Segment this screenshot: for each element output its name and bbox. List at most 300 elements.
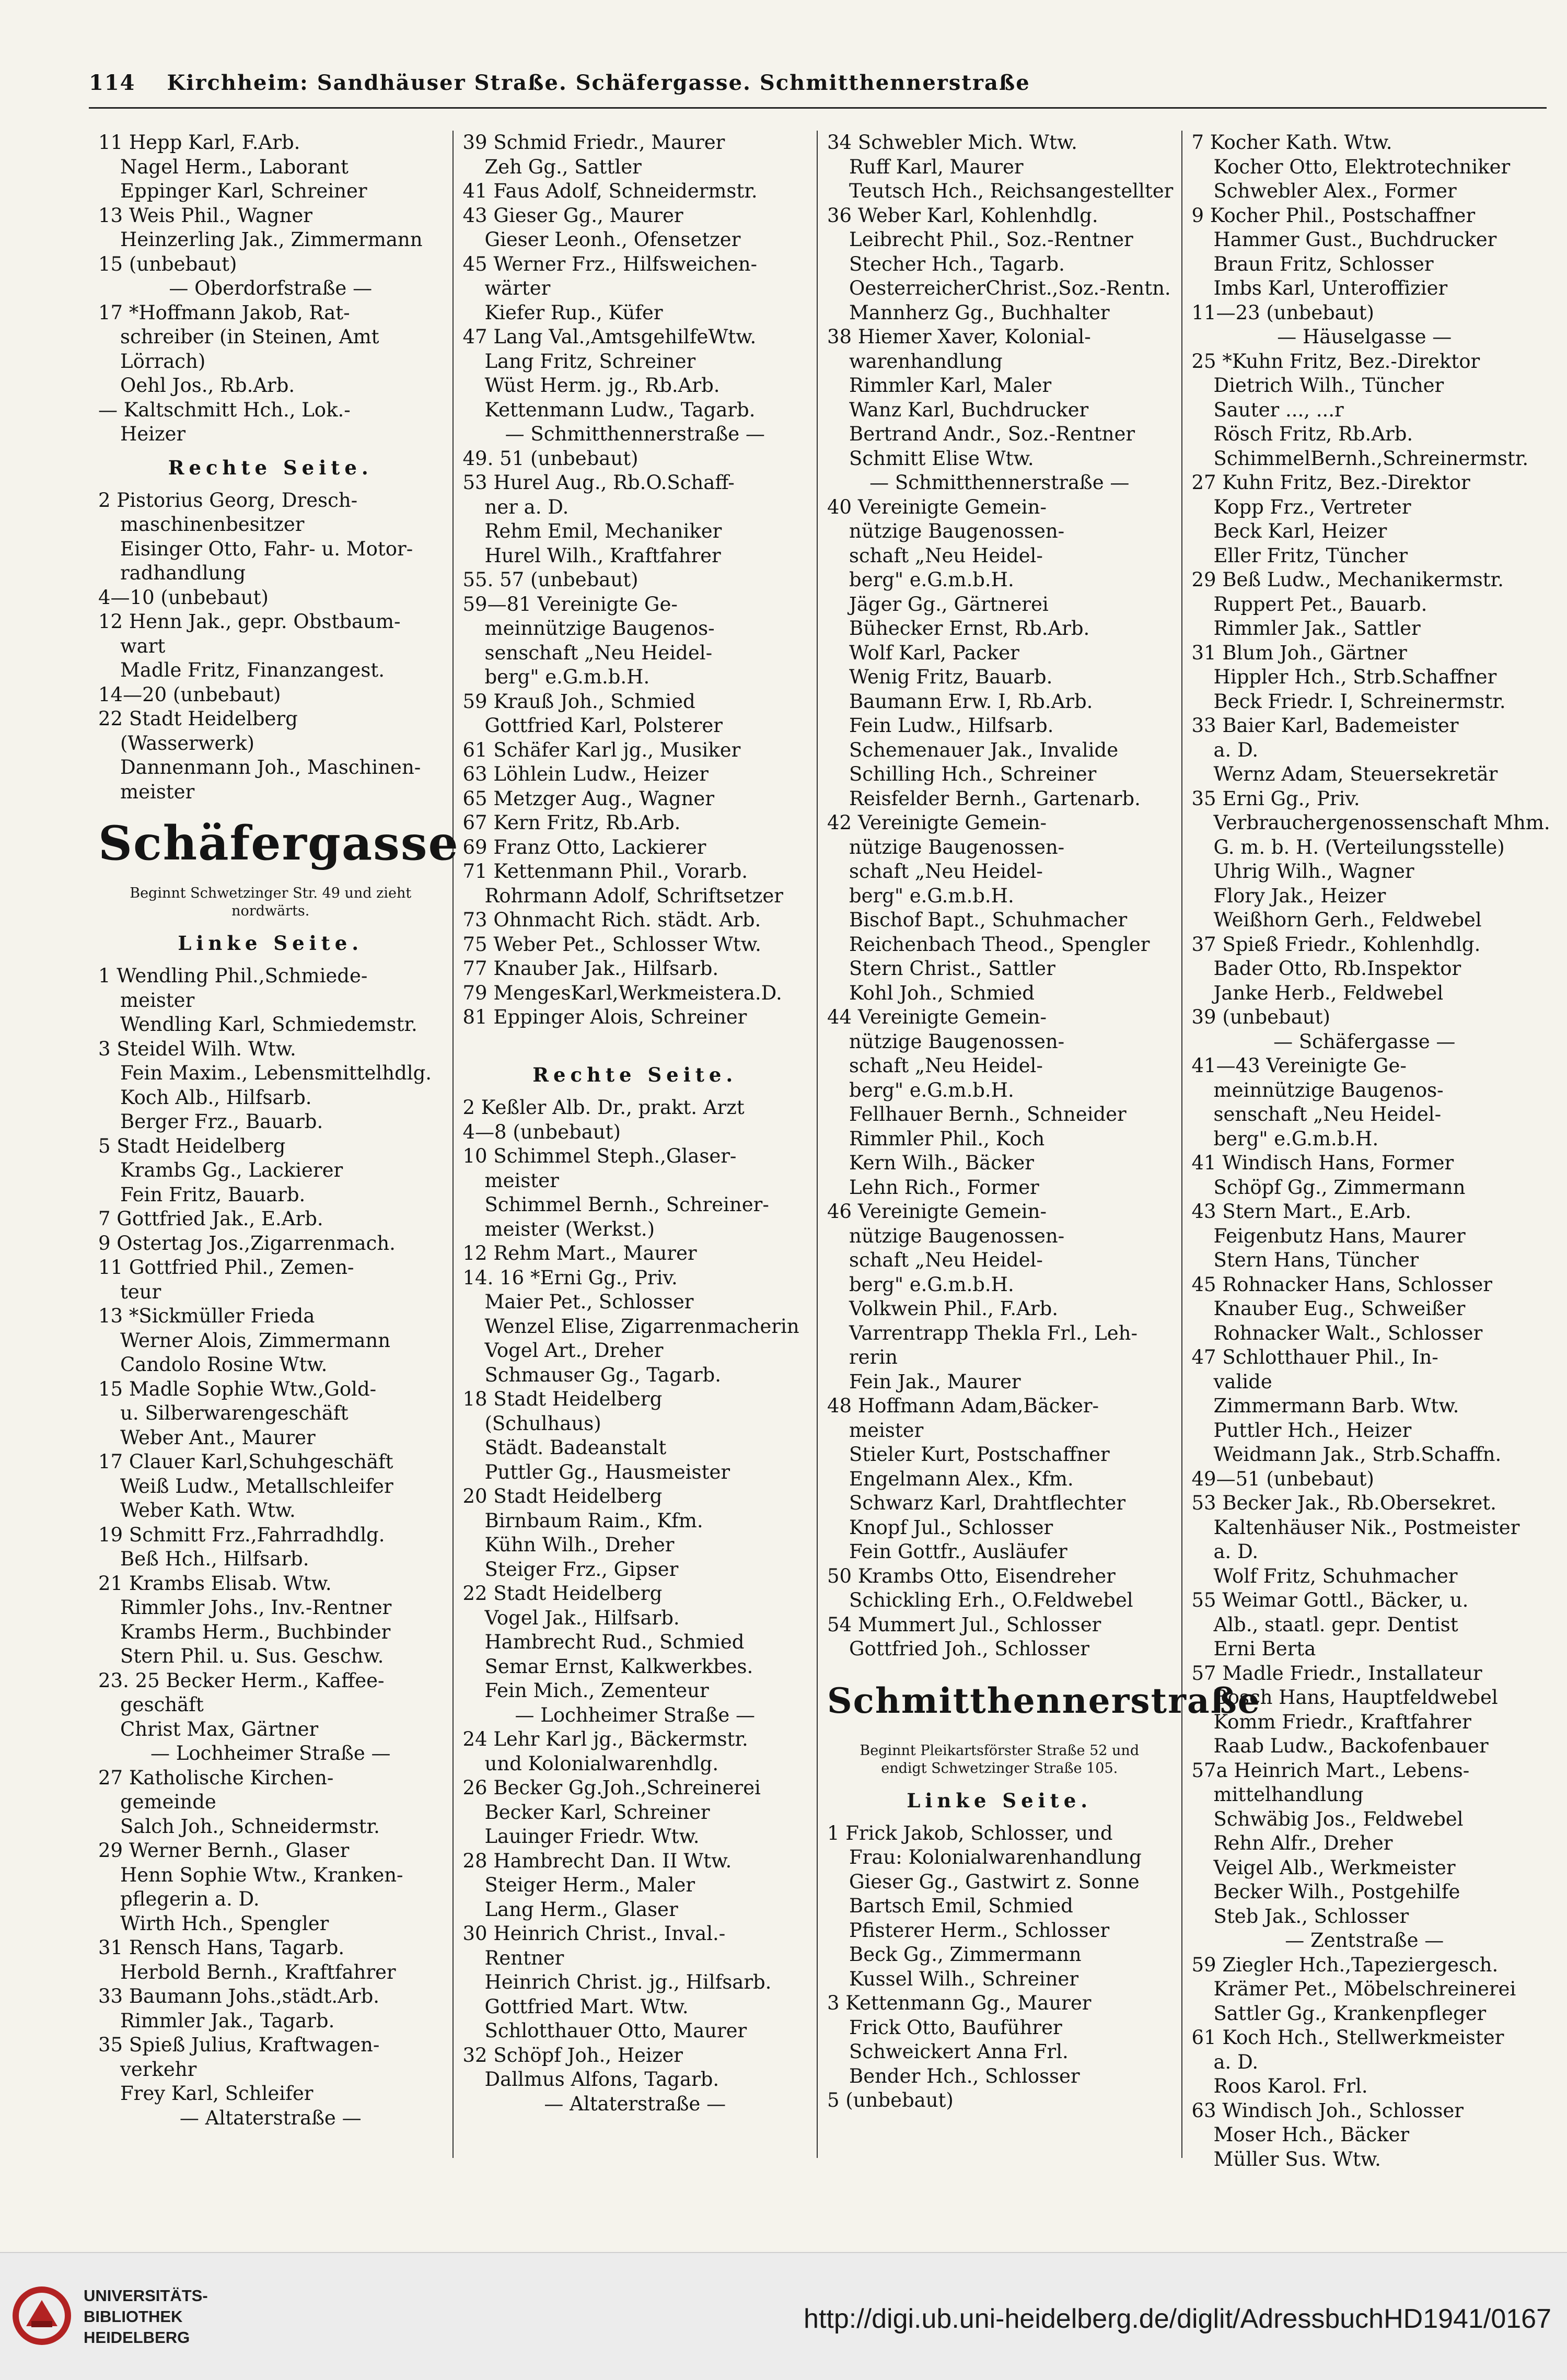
directory-entry: 63 Windisch Joh., Schlosser xyxy=(1191,2099,1464,2122)
directory-entry: gemeinde xyxy=(120,1791,216,1813)
directory-entry: Birnbaum Raim., Kfm. xyxy=(484,1509,703,1532)
directory-entry: 79 MengesKarl,Werkmeistera.D. xyxy=(462,981,782,1004)
directory-entry: berg" e.G.m.b.H. xyxy=(1213,1127,1379,1150)
cross-street-marker: — Schäfergasse — xyxy=(1273,1030,1456,1053)
directory-entry: 7 Kocher Kath. Wtw. xyxy=(1191,131,1392,154)
directory-entry: SchimmelBernh.,Schreinermstr. xyxy=(1213,447,1529,470)
directory-entry: 13 *Sickmüller Frieda xyxy=(98,1305,315,1327)
directory-entry: 55 Weimar Gottl., Bäcker, u. xyxy=(1191,1589,1469,1611)
directory-entry: Weidmann Jak., Strb.Schaffn. xyxy=(1213,1443,1502,1466)
directory-entry: Christ Max, Gärtner xyxy=(120,1717,319,1740)
directory-entry: Puttler Gg., Hausmeister xyxy=(484,1460,730,1483)
directory-entry: Bader Otto, Rb.Inspektor xyxy=(1213,957,1461,980)
directory-entry: 57 Madle Friedr., Installateur xyxy=(1191,1662,1482,1685)
directory-entry: 12 Rehm Mart., Maurer xyxy=(462,1242,697,1264)
directory-entry: Kettenmann Ludw., Tagarb. xyxy=(484,398,756,421)
directory-entry: mittelhandlung xyxy=(1213,1783,1364,1806)
directory-entry: Wüst Herm. jg., Rb.Arb. xyxy=(484,374,720,397)
directory-entry: Varrentrapp Thekla Frl., Leh- xyxy=(849,1321,1137,1344)
directory-entry: 1 Frick Jakob, Schlosser, und xyxy=(827,1821,1113,1844)
directory-entry: Nagel Herm., Laborant xyxy=(120,155,349,178)
directory-entry: Feigenbutz Hans, Maurer xyxy=(1213,1224,1466,1247)
directory-entry: 4—10 (unbebaut) xyxy=(98,586,269,609)
directory-entry: 12 Henn Jak., gepr. Obstbaum- xyxy=(98,610,401,633)
directory-entry: Rimmler Karl, Maler xyxy=(849,374,1052,397)
directory-entry: Weißhorn Gerh., Feldwebel xyxy=(1213,909,1482,931)
directory-entry: warenhandlung xyxy=(849,350,1003,373)
directory-entry: Steiger Frz., Gipser xyxy=(484,1558,679,1581)
directory-entry: 53 Becker Jak., Rb.Obersekret. xyxy=(1191,1492,1496,1514)
directory-entry: 77 Knauber Jak., Hilfsarb. xyxy=(462,957,719,980)
directory-entry: 26 Becker Gg.Joh.,Schreinerei xyxy=(462,1777,761,1799)
directory-entry: 37 Spieß Friedr., Kohlenhdlg. xyxy=(1191,933,1481,956)
directory-entry: Beß Hch., Hilfsarb. xyxy=(120,1548,309,1570)
directory-entry: Weber Ant., Maurer xyxy=(120,1426,316,1449)
directory-entry: wärter xyxy=(484,277,551,299)
directory-entry: schaft „Neu Heidel- xyxy=(849,544,1043,567)
directory-entry: 47 Lang Val.,AmtsgehilfeWtw. xyxy=(462,326,757,348)
directory-entry: schaft „Neu Heidel- xyxy=(849,1249,1043,1271)
directory-entry: Hammer Gust., Buchdrucker xyxy=(1213,228,1497,251)
directory-entry: Vogel Art., Dreher xyxy=(484,1339,664,1362)
directory-entry: Stieler Kurt, Postschaffner xyxy=(849,1443,1110,1466)
directory-entry: 35 Erni Gg., Priv. xyxy=(1191,787,1360,810)
directory-entry: Uhrig Wilh., Wagner xyxy=(1213,860,1414,883)
directory-entry: a. D. xyxy=(1213,738,1259,761)
directory-entry: a. D. xyxy=(1213,2050,1259,2073)
directory-entry: 29 Beß Ludw., Mechanikermstr. xyxy=(1191,568,1504,591)
directory-entry: Erni Berta xyxy=(1213,1638,1316,1660)
directory-entry: 73 Ohnmacht Rich. städt. Arb. xyxy=(462,909,761,931)
directory-entry: Gieser Leonh., Ofensetzer xyxy=(484,228,741,251)
directory-entry: Roos Karol. Frl. xyxy=(1213,2075,1368,2097)
library-footer xyxy=(0,2252,1567,2380)
directory-entry: (Schulhaus) xyxy=(484,1412,601,1435)
directory-entry: Wenzel Elise, Zigarrenmacherin xyxy=(484,1315,799,1338)
directory-entry: meister (Werkst.) xyxy=(484,1217,655,1240)
directory-entry: nützige Baugenossen- xyxy=(849,835,1065,858)
directory-entry: Fein Jak., Maurer xyxy=(849,1370,1021,1393)
directory-entry: 55. 57 (unbebaut) xyxy=(462,568,639,591)
directory-entry: 32 Schöpf Joh., Heizer xyxy=(462,2044,683,2066)
directory-entry: Schmitt Elise Wtw. xyxy=(849,447,1034,470)
directory-entry: Lang Fritz, Schreiner xyxy=(484,350,696,373)
directory-entry: verkehr xyxy=(120,2058,197,2081)
directory-entry: (Wasserwerk) xyxy=(120,732,254,754)
side-heading: Rechte Seite. xyxy=(168,456,373,479)
directory-entry: und Kolonialwarenhdlg. xyxy=(484,1752,719,1775)
directory-entry: Baumann Erw. I, Rb.Arb. xyxy=(849,690,1093,713)
directory-entry: Eppinger Karl, Schreiner xyxy=(120,180,367,202)
directory-entry: Gottfried Karl, Polsterer xyxy=(484,714,723,737)
directory-entry: Ruff Karl, Maurer xyxy=(849,155,1024,178)
directory-entry: Lörrach) xyxy=(120,350,206,373)
directory-entry: Fein Mich., Zementeur xyxy=(484,1679,709,1702)
directory-entry: Beck Karl, Heizer xyxy=(1213,520,1387,542)
directory-entry: Heinzerling Jak., Zimmermann xyxy=(120,228,423,251)
directory-entry: 39 (unbebaut) xyxy=(1191,1006,1330,1028)
directory-entry: 53 Hurel Aug., Rb.O.Schaff- xyxy=(462,471,735,494)
directory-entry: Zimmermann Barb. Wtw. xyxy=(1213,1395,1459,1417)
directory-entry: pflegerin a. D. xyxy=(120,1888,260,1910)
directory-entry: geschäft xyxy=(120,1693,204,1716)
cross-street-marker: — Zentstraße — xyxy=(1285,1929,1444,1952)
directory-entry: — Kaltschmitt Hch., Lok.- xyxy=(98,398,351,421)
directory-entry: nützige Baugenossen- xyxy=(849,1030,1065,1053)
directory-entry: 5 Stadt Heidelberg xyxy=(98,1134,286,1157)
directory-entry: 11 Hepp Karl, F.Arb. xyxy=(98,131,300,154)
directory-entry: Schlotthauer Otto, Maurer xyxy=(484,2019,747,2042)
directory-entry: 27 Kuhn Fritz, Bez.-Direktor xyxy=(1191,471,1470,494)
directory-entry: Stern Christ., Sattler xyxy=(849,957,1055,980)
directory-entry: berg" e.G.m.b.H. xyxy=(849,1273,1014,1296)
directory-entry: 22 Stadt Heidelberg xyxy=(98,707,298,730)
directory-entry: Knauber Eug., Schweißer xyxy=(1213,1297,1466,1320)
directory-entry: Dannenmann Joh., Maschinen- xyxy=(120,756,421,779)
directory-entry: senschaft „Neu Heidel- xyxy=(1213,1103,1442,1125)
directory-entry: Eller Fritz, Tüncher xyxy=(1213,544,1408,567)
directory-entry: Heizer xyxy=(120,423,186,445)
directory-entry: 50 Krambs Otto, Eisendreher xyxy=(827,1564,1116,1587)
cross-street-marker: — Altaterstraße — xyxy=(544,2092,726,2115)
directory-entry: Lauinger Friedr. Wtw. xyxy=(484,1825,700,1848)
directory-entry: Bertrand Andr., Soz.-Rentner xyxy=(849,423,1135,445)
directory-entry: 11—23 (unbebaut) xyxy=(1191,301,1374,324)
cross-street-marker: — Schmitthennerstraße — xyxy=(869,471,1130,494)
directory-entry: 36 Weber Karl, Kohlenhdlg. xyxy=(827,204,1098,227)
directory-entry: berg" e.G.m.b.H. xyxy=(849,1078,1014,1101)
directory-entry: 29 Werner Bernh., Glaser xyxy=(98,1839,350,1862)
directory-entry: 48 Hoffmann Adam,Bäcker- xyxy=(827,1395,1099,1417)
directory-entry: 61 Schäfer Karl jg., Musiker xyxy=(462,738,741,761)
directory-entry: 20 Stadt Heidelberg xyxy=(462,1485,663,1507)
directory-entry: Becker Wilh., Postgehilfe xyxy=(1213,1880,1460,1903)
column-2 xyxy=(454,131,818,2158)
directory-entry: 24 Lehr Karl jg., Bäckermstr. xyxy=(462,1728,748,1750)
street-description: Beginnt Pleikartsförster Straße 52 und endigt Schwetzinger Straße 105. xyxy=(860,1742,1140,1777)
directory-entry: 2 Keßler Alb. Dr., prakt. Arzt xyxy=(462,1096,745,1119)
directory-entry: 75 Weber Pet., Schlosser Wtw. xyxy=(462,933,761,956)
directory-entry: Engelmann Alex., Kfm. xyxy=(849,1467,1074,1490)
directory-entry: Volkwein Phil., F.Arb. xyxy=(849,1297,1059,1320)
spacer xyxy=(463,1030,808,1054)
directory-entry: 15 Madle Sophie Wtw.,Gold- xyxy=(98,1377,377,1400)
directory-entry: Hurel Wilh., Kraftfahrer xyxy=(484,544,721,567)
directory-entry: 2 Pistorius Georg, Dresch- xyxy=(98,489,358,512)
directory-entry: Hambrecht Rud., Schmied xyxy=(484,1631,745,1653)
library-name xyxy=(84,2285,208,2348)
directory-entry: 18 Stadt Heidelberg xyxy=(462,1388,663,1410)
directory-entry: rerin xyxy=(849,1346,898,1368)
directory-entry: Schwäbig Jos., Feldwebel xyxy=(1213,1807,1464,1830)
directory-entry: Koch Alb., Hilfsarb. xyxy=(120,1086,312,1109)
directory-entry: Vogel Jak., Hilfsarb. xyxy=(484,1606,680,1629)
directory-entry: 9 Kocher Phil., Postschaffner xyxy=(1191,204,1476,227)
side-heading: Linke Seite. xyxy=(178,932,364,955)
directory-entry: Reisfelder Bernh., Gartenarb. xyxy=(849,787,1141,810)
directory-entry: Sattler Gg., Krankenpfleger xyxy=(1213,2002,1487,2025)
directory-entry: Wolf Karl, Packer xyxy=(849,641,1019,664)
directory-entry: teur xyxy=(120,1280,161,1303)
cross-street-marker: — Schmitthennerstraße — xyxy=(505,423,765,445)
directory-entry: 14—20 (unbebaut) xyxy=(98,683,281,706)
directory-entry: Schickling Erh., O.Feldwebel xyxy=(849,1589,1133,1611)
directory-entry: Bartsch Emil, Schmied xyxy=(849,1895,1073,1917)
directory-entry: 5 (unbebaut) xyxy=(827,2089,954,2111)
directory-entry: Gottfried Mart. Wtw. xyxy=(484,1995,689,2018)
directory-entry: Lang Herm., Glaser xyxy=(484,1898,678,1921)
directory-entry: Bischof Bapt., Schuhmacher xyxy=(849,909,1128,931)
directory-entry: 59 Krauß Joh., Schmied xyxy=(462,690,695,713)
directory-entry: schaft „Neu Heidel- xyxy=(849,1054,1043,1077)
directory-entry: 40 Vereinigte Gemein- xyxy=(827,495,1047,518)
directory-entry: Krambs Herm., Buchbinder xyxy=(120,1620,391,1643)
directory-entry: 43 Stern Mart., E.Arb. xyxy=(1191,1200,1412,1223)
directory-entry: 22 Stadt Heidelberg xyxy=(462,1582,663,1605)
directory-entry: Kiefer Rup., Küfer xyxy=(484,301,663,324)
directory-entry: Verbrauchergenossenschaft Mhm. xyxy=(1213,811,1550,834)
directory-entry: Mannherz Gg., Buchhalter xyxy=(849,301,1110,324)
directory-entry: Jäger Gg., Gärtnerei xyxy=(849,593,1049,616)
directory-entry: meister xyxy=(120,989,195,1012)
directory-entry: 45 Werner Frz., Hilfsweichen- xyxy=(462,252,758,275)
directory-entry: 31 Rensch Hans, Tagarb. xyxy=(98,1936,345,1959)
directory-entry: Moser Hch., Bäcker xyxy=(1213,2123,1410,2146)
library-name-line-1: UNIVERSITÄTS- xyxy=(84,2286,208,2305)
directory-entry: OesterreicherChrist.,Soz.-Rentn. xyxy=(849,277,1171,299)
column-1 xyxy=(89,131,459,2158)
directory-entry: Pfisterer Herm., Schlosser xyxy=(849,1919,1110,1942)
page-number: 114 xyxy=(89,70,136,95)
directory-entry: G. m. b. H. (Verteilungsstelle) xyxy=(1213,835,1505,858)
directory-entry: Wirth Hch., Spengler xyxy=(120,1912,329,1935)
side-heading: Rechte Seite. xyxy=(532,1063,738,1086)
directory-entry: Schemenauer Jak., Invalide xyxy=(849,738,1119,761)
street-heading: Schäfergasse xyxy=(98,816,459,871)
directory-entry: Imbs Karl, Unteroffizier xyxy=(1213,277,1448,299)
directory-entry: Rimmler Phil., Koch xyxy=(849,1127,1045,1150)
directory-entry: Kohl Joh., Schmied xyxy=(849,981,1035,1004)
directory-entry: Bühecker Ernst, Rb.Arb. xyxy=(849,617,1090,640)
directory-entry: nützige Baugenossen- xyxy=(849,520,1065,542)
header-rule xyxy=(89,107,1547,109)
cross-street-marker: — Lochheimer Straße — xyxy=(515,1703,755,1726)
directory-entry: Beck Friedr. I, Schreinermstr. xyxy=(1213,690,1506,713)
directory-entry: Kaltenhäuser Nik., Postmeister xyxy=(1213,1516,1520,1539)
directory-entry: meinnützige Baugenos- xyxy=(1213,1078,1444,1101)
directory-entry: Berger Frz., Bauarb. xyxy=(120,1110,323,1133)
directory-entry: meister xyxy=(849,1419,924,1442)
directory-entry: Stern Hans, Tüncher xyxy=(1213,1249,1419,1271)
directory-entry: u. Silberwarengeschäft xyxy=(120,1402,349,1424)
directory-entry: 3 Steidel Wilh. Wtw. xyxy=(98,1037,296,1060)
directory-entry: 57a Heinrich Mart., Lebens- xyxy=(1191,1759,1470,1782)
directory-entry: Sauter ..., ...r xyxy=(1213,398,1344,421)
directory-entry: 67 Kern Fritz, Rb.Arb. xyxy=(462,811,681,834)
directory-entry: Becker Karl, Schreiner xyxy=(484,1801,710,1824)
directory-entry: Wendling Karl, Schmiedemstr. xyxy=(120,1013,417,1036)
directory-entry: 41 Faus Adolf, Schneidermstr. xyxy=(462,180,758,202)
directory-entry: Stecher Hch., Tagarb. xyxy=(849,252,1065,275)
directory-entry: Weber Kath. Wtw. xyxy=(120,1499,296,1522)
directory-entry: Bosch Hans, Hauptfeldwebel xyxy=(1213,1686,1498,1709)
directory-entry: 42 Vereinigte Gemein- xyxy=(827,811,1047,834)
directory-entry: berg" e.G.m.b.H. xyxy=(849,568,1014,591)
directory-entry: Reichenbach Theod., Spengler xyxy=(849,933,1150,956)
directory-entry: Fein Ludw., Hilfsarb. xyxy=(849,714,1054,737)
directory-entry: 33 Baumann Johs.,städt.Arb. xyxy=(98,1985,380,2007)
directory-entry: Schöpf Gg., Zimmermann xyxy=(1213,1176,1466,1199)
directory-entry: Rimmler Jak., Sattler xyxy=(1213,617,1421,640)
directory-entry: Krambs Gg., Lackierer xyxy=(120,1159,343,1181)
directory-entry: 27 Katholische Kirchen- xyxy=(98,1766,334,1789)
directory-entry: 61 Koch Hch., Stellwerkmeister xyxy=(1191,2026,1504,2049)
directory-entry: Müller Sus. Wtw. xyxy=(1213,2147,1381,2170)
directory-entry: Leibrecht Phil., Soz.-Rentner xyxy=(849,228,1133,251)
directory-entry: Dallmus Alfons, Tagarb. xyxy=(484,2068,719,2091)
directory-entry: Heinrich Christ. jg., Hilfsarb. xyxy=(484,1971,772,1993)
directory-entry: Raab Ludw., Backofenbauer xyxy=(1213,1735,1489,1757)
directory-entry: Fein Fritz, Bauarb. xyxy=(120,1183,306,1206)
directory-entry: nützige Baugenossen- xyxy=(849,1224,1065,1247)
directory-entry: Rösch Fritz, Rb.Arb. xyxy=(1213,423,1413,445)
directory-entry: Frick Otto, Bauführer xyxy=(849,2016,1062,2039)
directory-entry: Veigel Alb., Werkmeister xyxy=(1213,1856,1456,1879)
directory-entry: 43 Gieser Gg., Maurer xyxy=(462,204,683,227)
directory-entry: Kühn Wilh., Dreher xyxy=(484,1534,675,1556)
directory-entry: Rehn Alfr., Dreher xyxy=(1213,1832,1393,1854)
directory-entry: Komm Friedr., Kraftfahrer xyxy=(1213,1710,1471,1733)
street-description: Beginnt Schwetzinger Str. 49 und zieht nordwärts. xyxy=(130,885,412,919)
directory-entry: 45 Rohnacker Hans, Schlosser xyxy=(1191,1273,1492,1296)
directory-entry: Teutsch Hch., Reichsangestellter xyxy=(849,180,1174,202)
directory-entry: 23. 25 Becker Herm., Kaffee- xyxy=(98,1669,385,1692)
directory-entry: Semar Ernst, Kalkwerkbes. xyxy=(484,1655,753,1678)
directory-entry: 65 Metzger Aug., Wagner xyxy=(462,787,715,810)
directory-entry: Kocher Otto, Elektrotechniker xyxy=(1213,155,1511,178)
directory-entry: Rohnacker Walt., Schlosser xyxy=(1213,1321,1483,1344)
directory-entry: valide xyxy=(1213,1370,1272,1393)
directory-entry: 17 Clauer Karl,Schuhgeschäft xyxy=(98,1450,393,1473)
directory-entry: 10 Schimmel Steph.,Glaser- xyxy=(462,1145,737,1167)
directory-entry: Dietrich Wilh., Tüncher xyxy=(1213,374,1444,397)
directory-entry: berg" e.G.m.b.H. xyxy=(484,666,650,688)
cross-street-marker: — Oberdorfstraße — xyxy=(169,277,373,299)
university-seal-icon xyxy=(10,2284,73,2347)
directory-entry: Knopf Jul., Schlosser xyxy=(849,1516,1053,1539)
directory-entry: Henn Sophie Wtw., Kranken- xyxy=(120,1863,403,1886)
directory-entry: Herbold Bernh., Kraftfahrer xyxy=(120,1960,396,1983)
directory-entry: 15 (unbebaut) xyxy=(98,252,237,275)
side-heading: Linke Seite. xyxy=(907,1789,1093,1812)
directory-entry: 59—81 Vereinigte Ge- xyxy=(462,593,678,616)
directory-entry: Schimmel Bernh., Schreiner- xyxy=(484,1193,769,1216)
directory-entry: Salch Joh., Schneidermstr. xyxy=(120,1815,380,1838)
directory-entry: Maier Pet., Schlosser xyxy=(484,1291,694,1313)
directory-entry: a. D. xyxy=(1213,1540,1259,1563)
directory-entry: 44 Vereinigte Gemein- xyxy=(827,1006,1047,1028)
directory-entry: Frey Karl, Schleifer xyxy=(120,2082,314,2105)
directory-entry: 46 Vereinigte Gemein- xyxy=(827,1200,1047,1223)
directory-entry: 47 Schlotthauer Phil., In- xyxy=(1191,1346,1438,1368)
directory-entry: Kern Wilh., Bäcker xyxy=(849,1152,1034,1174)
directory-entry: Hippler Hch., Strb.Schaffner xyxy=(1213,666,1497,688)
directory-entry: Candolo Rosine Wtw. xyxy=(120,1353,328,1376)
directory-entry: Kopp Frz., Vertreter xyxy=(1213,495,1411,518)
directory-entry: Schweickert Anna Frl. xyxy=(849,2040,1069,2063)
directory-entry: 54 Mummert Jul., Schlosser xyxy=(827,1613,1101,1636)
directory-entry: 7 Gottfried Jak., E.Arb. xyxy=(98,1208,323,1230)
street-heading: Schmitthennerstraße xyxy=(827,1680,1261,1721)
directory-entry: Oehl Jos., Rb.Arb. xyxy=(120,374,295,397)
directory-entry: Krämer Pet., Möbelschreinerei xyxy=(1213,1978,1516,2000)
directory-entry: Weiß Ludw., Metallschleifer xyxy=(120,1475,393,1497)
directory-entry: 49—51 (unbebaut) xyxy=(1191,1467,1374,1490)
directory-entry: Eisinger Otto, Fahr- u. Motor- xyxy=(120,537,413,560)
directory-entry: meister xyxy=(120,780,195,803)
directory-entry: Flory Jak., Heizer xyxy=(1213,884,1386,907)
directory-entry: Schilling Hch., Schreiner xyxy=(849,763,1097,785)
directory-entry: Schwebler Alex., Former xyxy=(1213,180,1457,202)
directory-entry: 38 Hiemer Xaver, Kolonial- xyxy=(827,326,1091,348)
directory-entry: 41—43 Vereinigte Ge- xyxy=(1191,1054,1407,1077)
library-name-line-2: BIBLIOTHEK xyxy=(84,2307,183,2326)
directory-entry: Fein Gottfr., Ausläufer xyxy=(849,1540,1067,1563)
directory-entry: Steiger Herm., Maler xyxy=(484,1874,695,1896)
directory-entry: Alb., staatl. gepr. Dentist xyxy=(1213,1613,1458,1636)
directory-entry: Rentner xyxy=(484,1946,564,1969)
directory-entry: 25 *Kuhn Fritz, Bez.-Direktor xyxy=(1191,350,1480,373)
directory-entry: 41 Windisch Hans, Former xyxy=(1191,1152,1454,1174)
directory-entry: Ruppert Pet., Bauarb. xyxy=(1213,593,1427,616)
directory-entry: Schwarz Karl, Drahtflechter xyxy=(849,1492,1126,1514)
directory-entry: Puttler Hch., Heizer xyxy=(1213,1419,1412,1442)
directory-entry: Rimmler Johs., Inv.-Rentner xyxy=(120,1596,392,1619)
directory-entry: 21 Krambs Elisab. Wtw. xyxy=(98,1572,332,1595)
cross-street-marker: — Lochheimer Straße — xyxy=(150,1742,391,1764)
directory-entry: 39 Schmid Friedr., Maurer xyxy=(462,131,725,154)
cross-street-marker: — Häuselgasse — xyxy=(1277,326,1452,348)
directory-entry: 34 Schwebler Mich. Wtw. xyxy=(827,131,1077,154)
directory-entry: Fein Maxim., Lebensmittelhdlg. xyxy=(120,1062,432,1084)
directory-entry: Kussel Wilh., Schreiner xyxy=(849,1967,1079,1990)
directory-entry: berg" e.G.m.b.H. xyxy=(849,884,1014,907)
directory-entry: Braun Fritz, Schlosser xyxy=(1213,252,1434,275)
directory-entry: 31 Blum Joh., Gärtner xyxy=(1191,641,1407,664)
directory-columns xyxy=(89,131,1550,2170)
directory-entry: Rehm Emil, Mechaniker xyxy=(484,520,722,542)
directory-entry: Steb Jak., Schlosser xyxy=(1213,1905,1409,1928)
directory-entry: Gottfried Joh., Schlosser xyxy=(849,1638,1089,1660)
directory-entry: Wenig Fritz, Bauarb. xyxy=(849,666,1053,688)
directory-entry: wart xyxy=(120,634,166,657)
directory-entry: Wanz Karl, Buchdrucker xyxy=(849,398,1089,421)
directory-entry: Wolf Fritz, Schuhmacher xyxy=(1213,1564,1458,1587)
directory-entry: maschinenbesitzer xyxy=(120,513,305,536)
directory-entry: meister xyxy=(484,1169,559,1192)
directory-entry: 49. 51 (unbebaut) xyxy=(462,447,639,470)
directory-entry: Janke Herb., Feldwebel xyxy=(1213,981,1444,1004)
directory-entry: Bender Hch., Schlosser xyxy=(849,2064,1080,2087)
directory-entry: Rimmler Jak., Tagarb. xyxy=(120,2009,335,2032)
directory-entry: 11 Gottfried Phil., Zemen- xyxy=(98,1256,354,1279)
directory-entry: 28 Hambrecht Dan. II Wtw. xyxy=(462,1849,732,1872)
directory-entry: 13 Weis Phil., Wagner xyxy=(98,204,312,227)
directory-entry: 69 Franz Otto, Lackierer xyxy=(462,835,706,858)
directory-entry: Stern Phil. u. Sus. Geschw. xyxy=(120,1645,384,1667)
permalink-url[interactable]: http://digi.ub.uni-heidelberg.de/diglit/AdressbuchHD1941/0167 xyxy=(804,2304,1551,2334)
directory-entry: 9 Ostertag Jos.,Zigarrenmach. xyxy=(98,1232,396,1255)
